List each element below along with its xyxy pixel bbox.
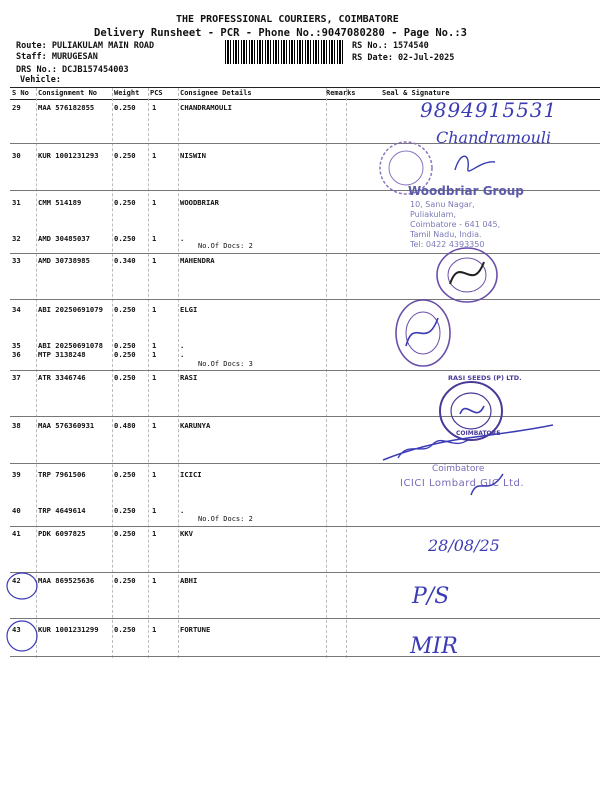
row-consignment-no: ATR 3346746 [38,373,86,382]
row-pcs: 1 [152,529,157,538]
icici-stamp-city: Coimbatore [432,464,485,474]
row-consignee: NISWIN [180,151,206,160]
row-consignee: . [180,350,185,359]
row-pcs: 1 [152,625,157,634]
row-pcs: 1 [152,198,157,207]
row-consignee: MAHENDRA [180,256,215,265]
col-weight: Weight [114,89,140,97]
header-top-rule [10,87,600,88]
row-pcs: 1 [152,234,157,243]
row-consignee: RASI [180,373,198,382]
icici-stamp-name: ICICI Lombard GIC Ltd. [400,478,525,489]
row-weight: 0.250 [114,341,136,350]
row-consignment-no: MAA 869525636 [38,576,95,585]
row-weight: 0.250 [114,470,136,479]
row-sno: 42 [12,576,21,585]
row-weight: 0.340 [114,256,136,265]
row-sno: 43 [12,625,21,634]
row-consignment-no: PDK 6097825 [38,529,86,538]
row-weight: 0.250 [114,103,136,112]
row-weight: 0.250 [114,198,136,207]
row-consignee: KKV [180,529,193,538]
row-consignment-no: TRP 7961506 [38,470,86,479]
row-weight: 0.250 [114,576,136,585]
row-sno: 31 [12,198,21,207]
row-sno: 33 [12,256,21,265]
docs-count: No.Of Docs: 2 [198,242,253,250]
row-weight: 0.250 [114,305,136,314]
docs-count: No.Of Docs: 3 [198,360,253,368]
row-sno: 32 [12,234,21,243]
col-pcs: PCS [150,89,163,97]
row-weight: 0.480 [114,421,136,430]
row-consignee: WOODBRIAR [180,198,219,207]
signature-scribble-icon [468,470,508,500]
company-title: THE PROFESSIONAL COURIERS, COIMBATORE [176,14,399,25]
woodbriar-stamp-address: 10, Sanu Nagar, Puliakulam, Coimbatore - 641 045, Tamil Nadu, India. Tel: 0422 4393350 [410,200,501,249]
row-weight: 0.250 [114,529,136,538]
handwritten-signature: P/S [412,584,450,609]
row-pcs: 1 [152,421,157,430]
row-pcs: 1 [152,341,157,350]
row-rule [10,656,600,657]
row-rule [10,370,600,371]
row-weight: 0.250 [114,151,136,160]
handwritten-signature: Chandramouli [436,128,552,147]
row-sno: 35 [12,341,21,350]
drs-number: DRS No.: DCJB157454003 [16,65,129,75]
row-consignment-no: MAA 576360931 [38,421,95,430]
handwritten-note: 28/08/25 [428,536,500,555]
col-consignee: Consignee Details [180,89,252,97]
row-consignee: FORTUNE [180,625,211,634]
row-consignee: ABHI [180,576,198,585]
rs-date: RS Date: 02-Jul-2025 [352,53,455,63]
rasi-stamp-name: RASI SEEDS (P) LTD. [448,374,522,382]
handwritten-phone: 9894915531 [420,98,558,122]
signature-scribble-icon [378,420,558,468]
row-consignee: ELGI [180,305,198,314]
row-pcs: 1 [152,506,157,515]
row-weight: 0.250 [114,350,136,359]
row-consignment-no: AMD 30485037 [38,234,90,243]
row-consignment-no: TRP 4649614 [38,506,86,515]
runsheet-subtitle: Delivery Runsheet - PCR - Phone No.:9047080280 - Page No.:3 [94,27,467,39]
circle-mark-icon [4,570,40,602]
rs-number: RS No.: 1574540 [352,41,429,51]
row-sno: 39 [12,470,21,479]
row-consignee: . [180,506,185,515]
signature-scribble-icon [450,150,500,180]
row-weight: 0.250 [114,506,136,515]
round-seal-icon [392,296,454,370]
row-consignment-no: MAA 576182855 [38,103,95,112]
row-consignee: CHANDRAMOULI [180,103,232,112]
row-weight: 0.250 [114,234,136,243]
row-sno: 30 [12,151,21,160]
row-consignment-no: KUR 1001231293 [38,151,99,160]
row-consignment-no: KUR 1001231299 [38,625,99,634]
row-consignment-no: MTP 3138248 [38,350,86,359]
handwritten-signature: MIR [410,634,458,659]
row-weight: 0.250 [114,625,136,634]
row-sno: 29 [12,103,21,112]
row-pcs: 1 [152,103,157,112]
row-consignee: . [180,234,185,243]
row-consignment-no: CMM 514189 [38,198,82,207]
row-consignment-no: AMD 30738985 [38,256,90,265]
row-pcs: 1 [152,256,157,265]
row-sno: 36 [12,350,21,359]
route: Route: PULIAKULAM MAIN ROAD [16,41,155,51]
vehicle: Vehicle: [20,75,61,85]
row-pcs: 1 [152,470,157,479]
col-seal-signature: Seal & Signature [382,89,450,97]
row-consignee: KARUNYA [180,421,211,430]
row-sno: 37 [12,373,21,382]
barcode [225,40,345,64]
row-sno: 34 [12,305,21,314]
row-rule [10,299,600,300]
col-sno: S No [12,89,29,97]
row-pcs: 1 [152,576,157,585]
row-pcs: 1 [152,151,157,160]
row-sno: 40 [12,506,21,515]
rasi-stamp-city: COIMBATORE [456,430,501,437]
row-sno: 41 [12,529,21,538]
docs-count: No.Of Docs: 2 [198,515,253,523]
row-consignee: . [180,341,185,350]
row-consignment-no: ABI 20250691078 [38,341,103,350]
row-rule [10,572,600,573]
row-consignment-no: ABI 20250691079 [38,305,103,314]
col-consignment: Consignment No [38,89,98,97]
circle-mark-icon [4,618,40,654]
row-rule [10,618,600,619]
row-pcs: 1 [152,373,157,382]
row-consignee: ICICI [180,470,202,479]
row-rule [10,526,600,527]
row-pcs: 1 [152,305,157,314]
row-pcs: 1 [152,350,157,359]
col-remarks: Remarks [326,89,356,97]
row-rule [10,416,600,417]
row-sno: 38 [12,421,21,430]
row-rule [10,253,600,254]
staff: Staff: MURUGESAN [16,52,98,62]
woodbriar-stamp-name: Woodbriar Group [408,184,524,198]
row-weight: 0.250 [114,373,136,382]
